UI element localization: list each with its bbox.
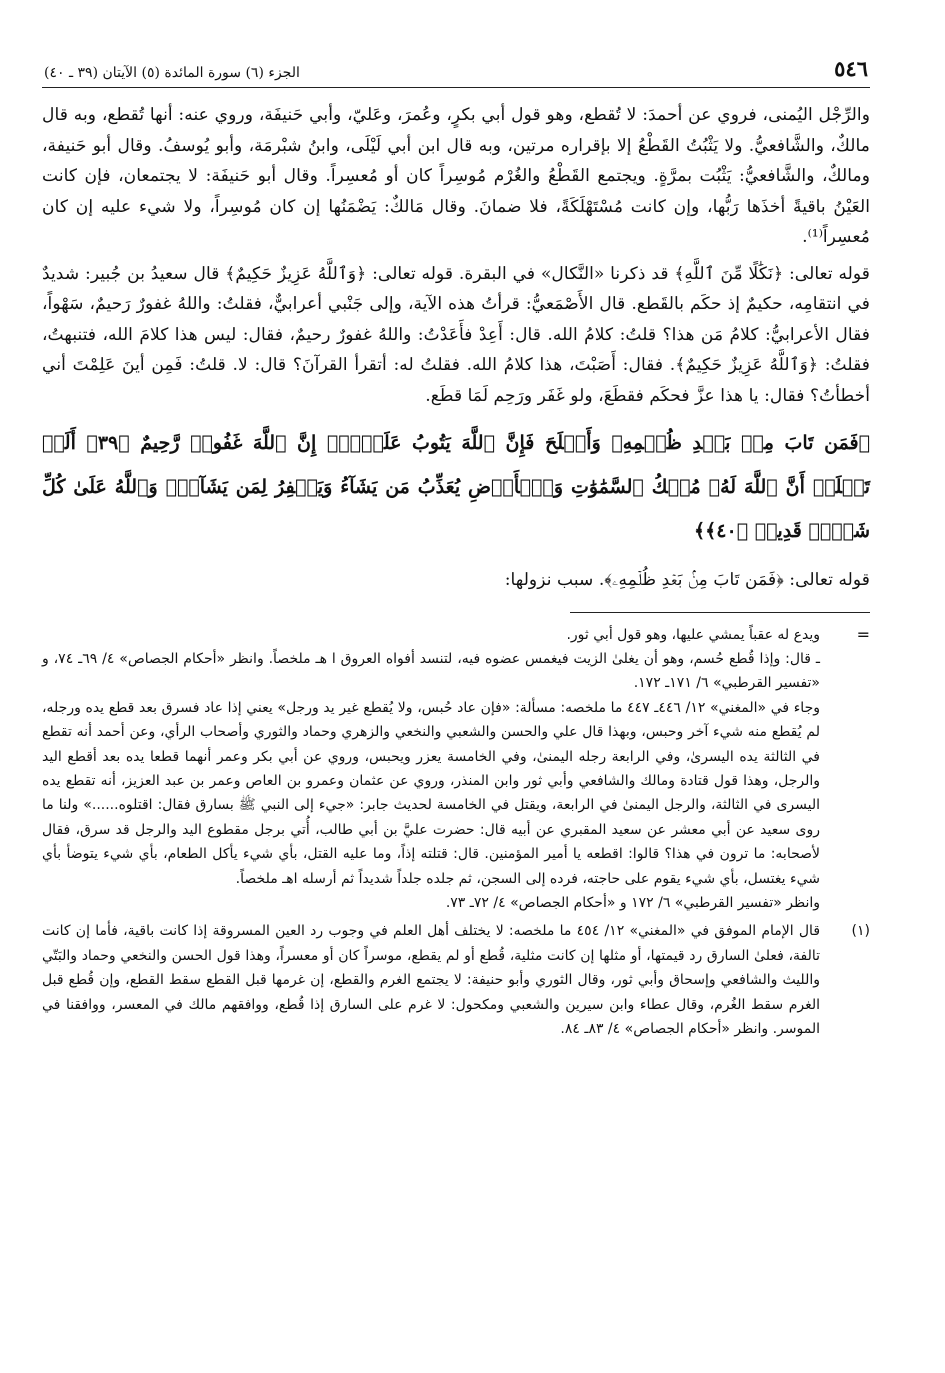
main-text-closing <box>42 565 870 596</box>
footnote-paragraph: وجاء في «المغني» ١٢/ ٤٤٦ـ ٤٤٧ ما ملخصه: مسألة: «فإن عاد حُبس، ولا يُقطع غير يد ورجل» يعني إذا عاد فسرق بعد قطع يده ورجله، لم يُقطع منه شيء آخر وحبس، وبهذا قال علي والحسن والشعبي والنخعي والزهري وحماد والثوري وأصحاب الرأي، وعن أحمد أنه تقطع في الثالثة يده اليسرىٰ، وفي الرابعة رجله اليمنىٰ، وفي الخامسة يعزر ويحبس، وروي عن أبي بكر وعمر أنهما قطعا يده بعد أقطع اليد والرجل، وهذا قول قتادة ومالك والشافعي وأبي ثور وابن المنذر، وروي عن عثمان وعمرو بن العاص وعمر بن عبد العزيز، أنه تقطع يده اليسرى في الثالثة، والرجل اليمنىٰ في الرابعة، ويقتل في الخامسة لحديث جابر: «جيء إلى النبي ﷺ بسارق فقال: اقتلوه......» ولنا ما روى سعيد عن أبي معشر عن سعيد المقبري عن أبيه قال: حضرت عليَّ بن أبي طالب، أُتي برجل مقطوع اليد والرجل قد سرق، فقال لأصحابه: ما ترون في هذا؟ قالوا: اقطعه يا أمير المؤمنين. قال: قتلته إذاً، وما عليه القتل، بأي شيء يأكل الطعام، بأي شيء يتوضأ بأي شيء يغتسل، بأي شيء يقوم على حاجته، فرده إلى السجن، ثم جلده جلداً شديداً ثم أرسله اهـ ملخصاً. <box>42 699 820 887</box>
closing-prefix: قوله تعالى: ﴿فَمَن تَابَ مِنۢ بَعۡدِ ظُلۡمِهِۦ﴾. <box>598 570 870 590</box>
paragraph <box>42 565 870 596</box>
footnote-body <box>42 623 820 916</box>
closing-suffix: سبب نزولها: <box>504 570 594 590</box>
footnote-1 <box>42 919 870 1041</box>
book-page <box>42 50 870 1350</box>
footnote-paragraph: ـ قال: وإذا قُطع حُسم، وهو أن يغلىٰ الزيت فيغمس عضوه فيه، لتنسد أفواه العروق ا هـ ملخصاً. وانظر «أحكام الجصاص» ٤/ ٦٩ـ ٧٤، و «تفسير القرطبي» ٦/ ١٧١ـ ١٧٢. <box>42 650 820 692</box>
quran-verse: ﴿فَمَن تَابَ مِنۢ بَعۡدِ ظُلۡمِهِۦ وَأَصۡلَحَ فَإِنَّ ٱللَّهَ يَتُوبُ عَلَيۡهِۚ إِنَّ ٱللَّهَ غَفُورٞ رَّحِيمٌ ﴿٣٩﴾ أَلَمۡ تَعۡلَمۡ أَنَّ ٱللَّهَ لَهُۥ مُلۡكُ ٱلسَّمَٰوَٰتِ وَٱلۡأَرۡضِ يُعَذِّبُ مَن يَشَآءُ وَيَغۡفِرُ لِمَن يَشَآءُۗ وَٱللَّهُ عَلَىٰ كُلِّ شَيۡءٖ قَدِيرٞ ﴿٤٠﴾﴾ <box>42 432 870 542</box>
footnote-divider <box>570 612 870 613</box>
footnote-continuation <box>42 623 870 916</box>
footnote-paragraph: ويدع له عقباً يمشي عليها، وهو قول أبي ثور. <box>566 626 820 643</box>
paragraph: والرِّجْل اليُمنى، فروي عن أحمدَ: لا تُقطع، وهو قول أبي بكرٍ، وعُمرَ، وعَليّ، وأبي حَنيفَة، وروي عنه: أنها تُقطع، وبه قال مالكٌ، والشَّافعيُّ. ولا يَثْبُتُ القَطْعُ إلا بإقراره مرتين، وبه قال ابن أبي لَيْلَى، وابنُ شبْرمَة، وأبو يُوسفُ. وقال أبو حَنيفة، ومالكٌ، والشَّافعيُّ: يَثْبُت بمرَّةٍ. ويجتمع القَطْعُ والغُرْم مُوسِراً كان أو مُعسِراً. وقال أبو حَنيفَة: لا يجتمعان، فإن كانت العَيْنُ باقيةً أخذَها رَبُّها، وإن كانت مُسْتَهْلَكَةً، فلا ضمانَ. وقال مَالكٌ: يَضْمَنُها إن كان مُوسِراً، ولا شيء عليه إن كان مُعسِراً⁽¹⁾. <box>42 105 870 247</box>
footnote-paragraph: قال الإمام الموفق في «المغني» ١٢/ ٤٥٤ ما ملخصه: لا يختلف أهل العلم في وجوب رد العين المسروقة إذا كانت باقية، فأما إن كانت تالفة، فعلىٰ السارق رد قيمتها، أو مثلها إن كانت مثلية، قُطع أو لم يقطع، موسراً كان أو معسراً، وهذا قول الحسن والنخعي وحماد والبَتّي والليث والشافعي وإسحاق وأبي ثور، وقال الثوري وأبو حنيفة: لا يجتمع الغرم والقطع، إن غرمها قبل القطع سقط القطع، وإن قُطع قبل الغرم سقط الغُرم، وقال عطاء وابن سيرين والشعبي ومكحول: لا غرم على السارق إذا قُطع، ووافقهم مالك في المعسر، ووافقنا في الموسر. وانظر «أحكام الجصاص» ٤/ ٨٣ـ ٨٤. <box>42 923 821 1037</box>
main-text <box>42 100 870 411</box>
footnote-marker: (١) <box>851 923 870 940</box>
page-number: ٥٤٦ <box>834 56 868 81</box>
footnotes <box>42 623 870 1042</box>
footnote-marker: = <box>856 624 870 644</box>
footnote-body <box>42 919 820 1041</box>
footnote-paragraph: وانظر «تفسير القرطبي» ٦/ ١٧٢ و «أحكام الجصاص» ٤/ ٧٢ـ ٧٣. <box>445 894 820 911</box>
paragraph: قوله تعالى: ﴿نَكَٰلًا مِّنَ ٱللَّهِ﴾ قد ذكرنا «النَّكال» في البقرة. قوله تعالى: ﴿وَٱللَّهُ عَزِيزٌ حَكِيمٌ﴾ قال سعيدُ بن جُبير: شديدٌ في انتقامِه، حكيمٌ إذ حكَم بالقَطع. قال الأَصْمَعيُّ: قرأتُ هذه الآية، وإلى جَنْبي أعرابيٌّ، فقلتُ: واللهُ غفورٌ رَحيمٌ، سَهْواً، فقال الأعرابيُّ: كلامُ مَن هذا؟ قلتُ: كلامُ الله. قال: أَعِدْ فأَعَدْتُ: واللهُ غفورٌ رحيمٌ، فقال: ليس هذا كلامَ الله، فتنبهتُ، فقلتُ: ﴿وَٱللَّهُ عَزِيزٌ حَكِيمٌ﴾. فقال: أَصَبْتَ، هذا كلامُ الله. فقلتُ له: أتقرأ القرآنَ؟ قال: لا. قلتُ: فَمِن أينَ عَلِمْتَ أني أخطأتُ؟ فقال: يا هذا عزَّ فحكَم فقطَعَ، ولو غَفَر ورَحِم لَمَا قطَع. <box>42 263 870 406</box>
page-header <box>42 50 870 88</box>
running-head: الجزء (٦) سورة المائدة (٥) الآيتان (٣٩ ـ ٤٠) <box>44 65 300 81</box>
